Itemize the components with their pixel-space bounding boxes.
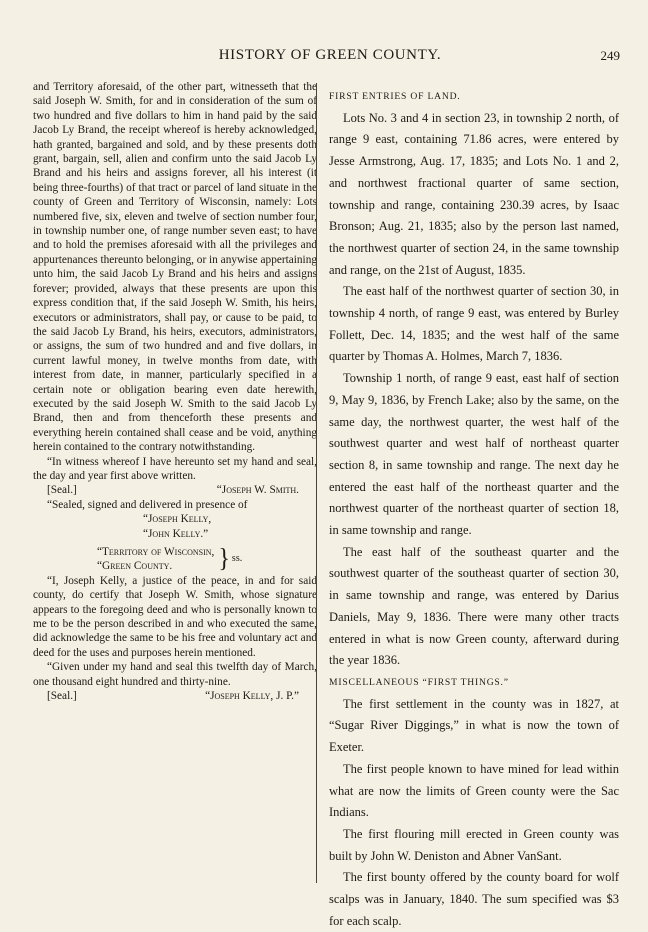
witness-kelly-joseph: “Joseph Kelly,	[143, 513, 212, 526]
paragraph-first-settlement: The first settlement in the county was in 1827, at “Sugar River Diggings,” in what is now the town of Exeter.	[329, 696, 619, 755]
witness-paragraph: “In witness whereof I have hereunto set my hand and seal, the day and year first above written.	[33, 455, 317, 482]
paragraph-section-30: The east half of the northwest quarter of section 30, in township 4 north, of range 9 east, was entered by Burley Follett, Dec. 14, 1835; and the west half of the same quarter by Thomas A. Holmes, March 7, 1836.	[329, 284, 619, 364]
seal-signature-row-2	[33, 689, 317, 703]
venue-county: “Green County.	[97, 560, 173, 573]
paragraph-lots: Lots No. 3 and 4 in section 23, in township 2 north, of range 9 east, containing 71.86 acres, were entered by Jesse Armstrong, Aug. 17, 1835; and Lots No. 1 and 2, and northwest fractional quarter of same section, township and range, containing 230.39 acres, by Isaac Bronson; Aug. 21, 1835; also by the person last named, the northwest quarter of section 24, in the same township and range, on the 21st of August, 1835.	[329, 110, 619, 277]
heading-first-things: MISCELLANEOUS “FIRST THINGS.”	[329, 676, 509, 688]
seal-signature-row	[33, 483, 317, 497]
column-divider	[316, 83, 317, 883]
signature-kelly-jp: “Joseph Kelly, J. P.”	[205, 690, 299, 703]
paragraph-southeast-quarter: The east half of the southeast quarter and the southwest quarter of the southeast quarter of section 30, in same township and range, was entered by Darius Daniels, May 9, 1836. There were many other tracts entered in what is now Green county, afterward during the year 1836.	[329, 544, 619, 668]
paragraph-first-bounty: The first bounty offered by the county board for wolf scalps was in January, 1840. The sum specified was $3 for each scalp.	[329, 870, 619, 928]
right-column	[329, 86, 619, 932]
signature-smith: “Joseph W. Smith.	[216, 484, 299, 497]
heading-first-entries: FIRST ENTRIES OF LAND.	[329, 91, 461, 102]
given-paragraph: “Given under my hand and seal this twelfth day of March, one thousand eight hundred and thirty-nine.	[33, 661, 317, 688]
paragraph-first-mill: The first flouring mill erected in Green county was built by John W. Deniston and Abner VanSant.	[329, 826, 619, 863]
paragraph-first-miners: The first people known to have mined for lead within what are now the limits of Green county were the Sac Indians.	[329, 761, 619, 820]
sealed-line: “Sealed, signed and delivered in presence of	[47, 498, 248, 511]
seal-label: [Seal.]	[47, 484, 77, 497]
venue-ss: ss.	[231, 553, 243, 565]
brace-icon: }	[218, 545, 230, 574]
venue-territory: “Territory of Wisconsin,	[97, 546, 215, 558]
deed-paragraph: and Territory aforesaid, of the other part, witnesseth that the said Joseph W. Smith, for and in consideration of the sum of two hundred and five dollars to him in hand paid by the said Jacob Ly Brand, the receipt whereof is hereby acknowledged, hath granted, bargained and sold, and by these presents doth grant, bargain, sell, alien and confirm unto the said Jacob Ly Brand and his heirs and assigns forever, all his interest (it being three-fourths) of that tract or parcel of land situate in the county of Green and Territory of Wisconsin, namely: Lots numbered five, six, eleven and twelve of section number four, in township number one, of range number seven east; to have and to hold the premises aforesaid with all the privileges and appurtenances thereunto belonging, or in anywise appertaining unto him, the said Jacob Ly Brand and his heirs and assigns forever; provided, always that these presents are upon this express condition that, if the said Joseph W. Smith, his heirs, executors or administrators, shall pay, or cause to be paid, to the said Jacob Ly Brand, his heirs, executors, administrators, or assigns, the sum of two hundred and and five dollars, in current lawful money, in twelve months from date, with interest from date, in manner, particularly specified in a certain note or obligation bearing even date herewith, executed by the said Joseph W. Smith to the said Jacob Ly Brand, then and from thenceforth these presents and everything herein contained shall cease and be void, anything herein contained to the contrary notwithstanding.	[33, 81, 317, 454]
page-header	[40, 47, 620, 69]
running-title: HISTORY OF GREEN COUNTY.	[218, 47, 442, 63]
certificate-paragraph: “I, Joseph Kelly, a justice of the peace, in and for said county, do certify that Joseph W. Smith, whose signature appears to the foregoing deed and who is personally known to me to be the person described in and who executed the same, did acknowledge the same to be his free and voluntary act and deed for the uses and purposes herein mentioned.	[33, 574, 317, 659]
page-number: 249	[600, 48, 620, 63]
paragraph-township-1: Township 1 north, of range 9 east, east half of section 9, May 9, 1836, by French Lake; also by the same, on the same day, the northwest quarter, the west half of the southwest quarter and west half of northeast quarter section 8, in same township and range. The next day he entered the east half of the northeast quarter and the northwest quarter of the northeast quarter of section 18, in same township and range.	[329, 371, 619, 538]
witness-kelly-john: “John Kelly.”	[143, 527, 209, 540]
seal-label-2: [Seal.]	[47, 690, 77, 703]
venue-block	[33, 545, 317, 574]
left-column	[33, 80, 317, 703]
